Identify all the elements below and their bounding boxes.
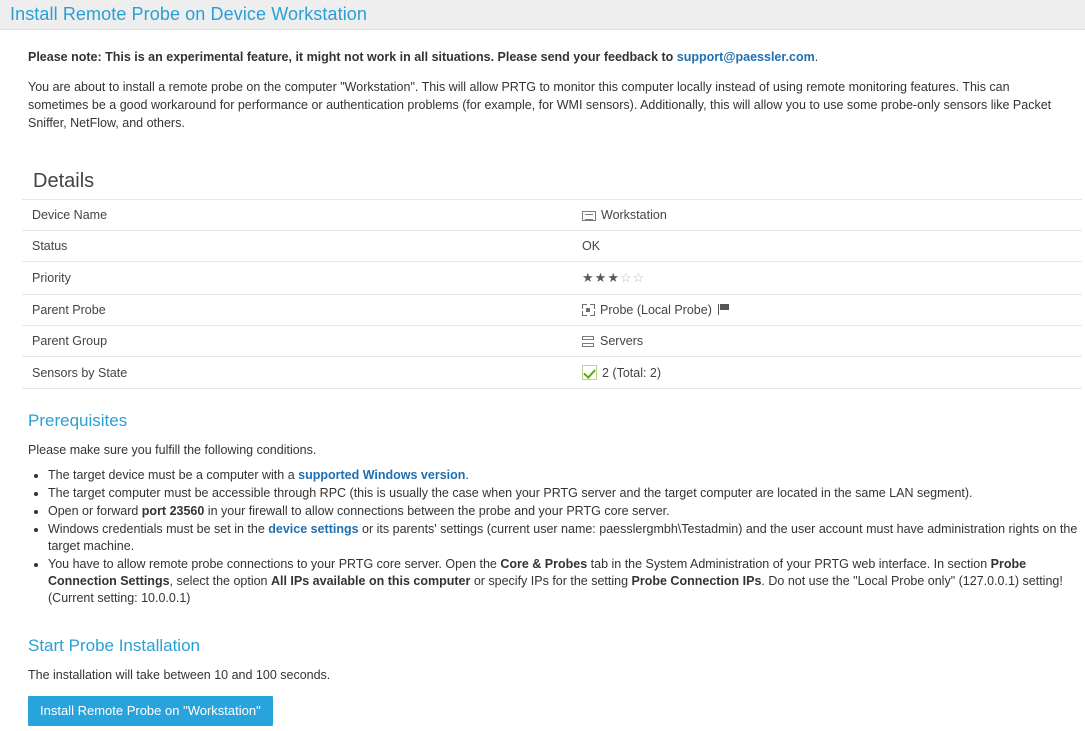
row-value: [572, 357, 1082, 389]
status-ok-icon: [582, 365, 597, 380]
row-label: Status: [32, 239, 68, 254]
star-filled-icon: ★: [594, 270, 608, 286]
text-part: or its parents' settings (current user name: paesslergmbh\Testadmin) and the user account must have administration rights on the target machine.: [48, 522, 1078, 553]
row-label: Parent Probe: [32, 303, 106, 318]
text-part: You have to allow remote probe connections to your PRTG core server. Open the: [48, 556, 501, 571]
text-part: , select the option: [169, 573, 271, 588]
table-row: [22, 326, 1082, 357]
text-part: Open or forward: [48, 504, 142, 519]
parent-group-text: Servers: [600, 334, 644, 349]
text-part: .: [465, 468, 469, 483]
row-label: Device Name: [32, 208, 108, 223]
prerequisites-intro: Please make sure you fulfill the following conditions.: [28, 443, 317, 458]
device-settings-link[interactable]: device settings: [268, 522, 359, 536]
note-trailing: .: [814, 50, 819, 64]
prerequisites-heading: Prerequisites: [28, 411, 128, 431]
row-value: [572, 326, 1082, 357]
parent-probe-text: Probe (Local Probe): [600, 303, 712, 318]
install-remote-probe-button[interactable]: Install Remote Probe on "Workstation": [28, 696, 273, 726]
page-header: [0, 0, 1085, 30]
table-row: [22, 357, 1082, 389]
core-and-probes-text: Core & Probes: [500, 556, 588, 571]
intro-paragraph: You are about to install a remote probe on the computer "Workstation". This will allow PRTG to monitor this computer locally instead of using remote monitoring features. This can sometimes be a good workaround for performance or authentication problems (for example, for WMI sensors). Additionally, this will allow you to use some probe-only sensors like Packet Sniffer, NetFlow, and others.: [28, 80, 1052, 131]
prerequisites-list: [28, 467, 1085, 606]
device-name-text: Workstation: [601, 208, 667, 223]
probe-icon: [582, 304, 595, 316]
flag-icon: [718, 304, 730, 315]
start-installation-heading: Start Probe Installation: [28, 636, 200, 656]
table-row: [22, 231, 1082, 262]
star-empty-icon: ☆: [632, 270, 646, 286]
probe-connection-settings-text: Probe Connection Settings: [48, 556, 1027, 588]
probe-connection-ips-text: Probe Connection IPs: [631, 573, 762, 588]
device-icon: [582, 211, 596, 221]
installation-duration-text: The installation will take between 10 and 100 seconds.: [28, 668, 331, 683]
star-empty-icon: ☆: [619, 270, 633, 286]
all-ips-option-text: All IPs available on this computer: [270, 573, 471, 588]
details-heading: Details: [33, 170, 95, 193]
support-email-link[interactable]: support@paessler.com: [676, 50, 815, 64]
note-text: Please note: This is an experimental feature, it might not work in all situations. Please send your feedback to: [28, 50, 674, 64]
star-filled-icon: ★: [607, 270, 620, 286]
list-item: [48, 485, 1085, 502]
table-row: [22, 262, 1082, 295]
row-label: Sensors by State: [32, 365, 128, 380]
list-item: [48, 467, 1085, 484]
details-table: [22, 199, 1082, 389]
port-number-text: port 23560: [141, 504, 205, 519]
page-content: [0, 50, 1085, 726]
group-icon: [582, 336, 595, 347]
row-value: [572, 200, 1082, 231]
text-part: Windows credentials must be set in the: [48, 522, 269, 536]
page-title: Install Remote Probe on Device Workstation: [10, 4, 368, 24]
list-item: [48, 521, 1085, 555]
text-part: in your firewall to allow connections between the probe and your PRTG core server.: [204, 504, 670, 519]
sensors-count-text: 2 (Total: 2): [602, 366, 662, 381]
experimental-feature-note: [28, 50, 1057, 64]
text-part: The target computer must be accessible through RPC (this is usually the case when your PRTG server and the target computer are located in the same LAN segment).: [48, 486, 973, 501]
text-part: tab in the System Administration of your PRTG web interface. In section: [587, 556, 991, 571]
table-row: [22, 295, 1082, 326]
list-item: [48, 556, 1085, 607]
row-value: [572, 262, 1082, 295]
row-label: Priority: [32, 271, 71, 286]
star-filled-icon: ★: [582, 270, 595, 286]
list-item: [48, 503, 1085, 520]
row-label: Parent Group: [32, 334, 108, 349]
row-value: [572, 295, 1082, 326]
text-part: . Do not use the "Local Probe only" (127.0.0.1) setting! (Current setting: 10.0.0.1): [48, 573, 1063, 605]
priority-stars: [582, 270, 645, 285]
text-part: The target device must be a computer with a: [48, 468, 299, 483]
row-value: OK: [582, 239, 601, 254]
table-row: [22, 200, 1082, 231]
supported-windows-version-link[interactable]: supported Windows version: [298, 468, 466, 483]
text-part: or specify IPs for the setting: [470, 573, 632, 588]
